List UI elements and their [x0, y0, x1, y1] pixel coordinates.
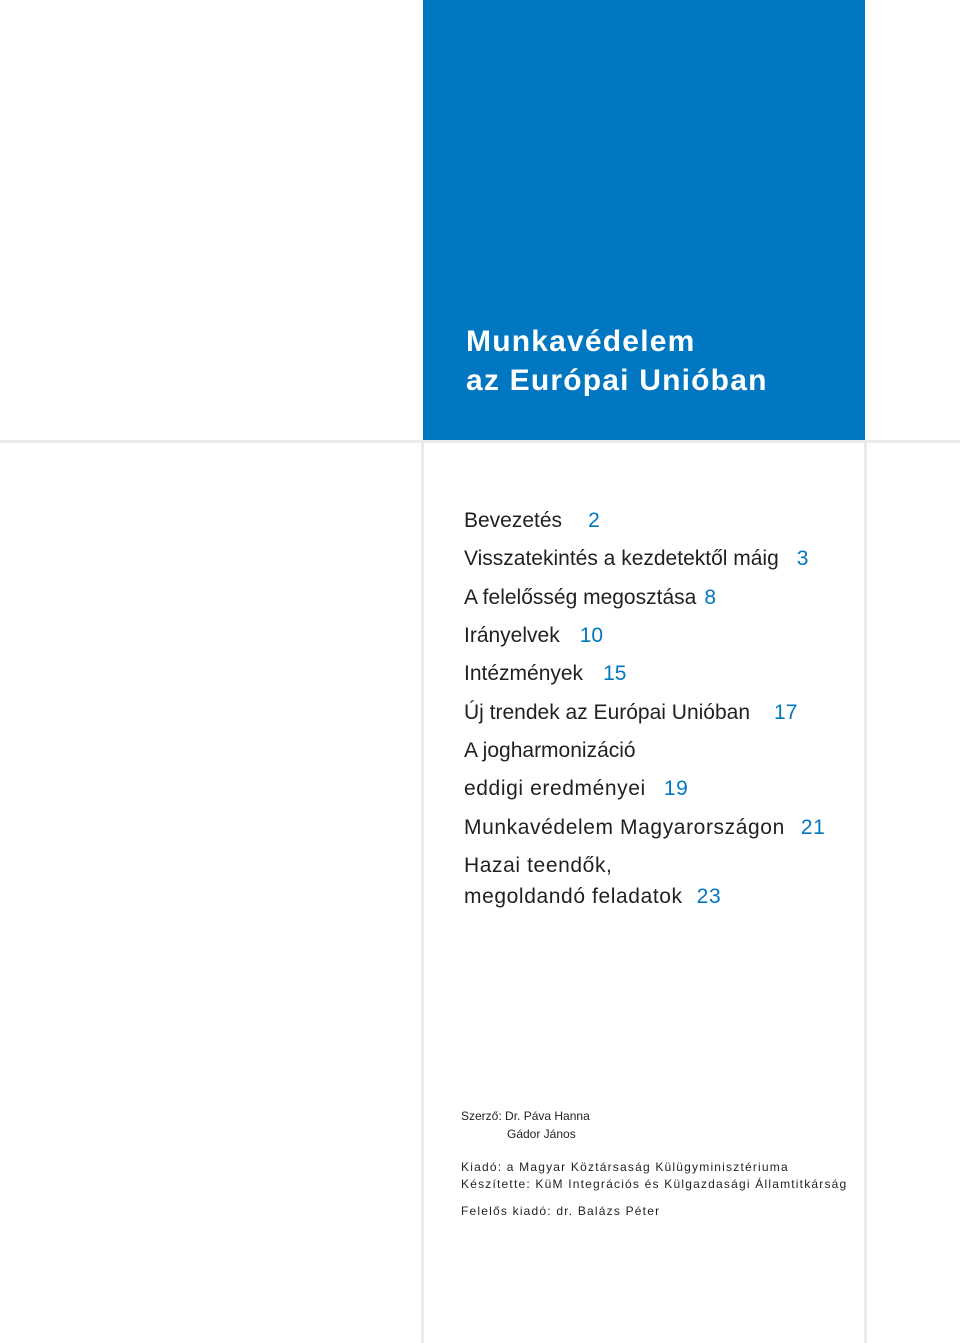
toc-entry-bevezetes[interactable]: [464, 510, 600, 531]
toc-entry-jogharmonizacio[interactable]: [464, 740, 636, 761]
toc-entry-hazai-teendok-line2[interactable]: [464, 886, 721, 907]
toc-entry-label: Munkavédelem Magyarországon: [464, 816, 785, 839]
toc-entry-hazai-teendok[interactable]: [464, 855, 613, 876]
toc-entry-iranyelvek[interactable]: [464, 625, 603, 646]
toc-entry-label: A felelősség megosztása: [464, 586, 697, 609]
toc-entry-label: Bevezetés: [464, 509, 563, 532]
author-label: Szerző:: [461, 1109, 502, 1123]
toc-entry-page: 8: [704, 586, 716, 609]
toc-entry-page: 3: [796, 547, 809, 570]
author-name-2: Gádor János: [507, 1127, 576, 1141]
author-line: [461, 1110, 590, 1122]
toc-entry-feleloseg[interactable]: [464, 587, 716, 608]
toc-entry-page: 21: [800, 816, 826, 839]
toc-entry-jogharmonizacio-line2[interactable]: [464, 778, 688, 799]
toc-entry-label: Visszatekintés a kezdetektől máig: [464, 547, 779, 570]
toc-entry-page: 10: [579, 624, 604, 647]
toc-entry-munkavedelem-magyarorszagon[interactable]: [464, 817, 825, 838]
toc-entry-label: megoldandó feladatok: [464, 885, 683, 908]
toc-entry-page: 19: [663, 777, 689, 800]
toc-entry-visszatekintes[interactable]: [464, 548, 808, 569]
toc-entry-label: Irányelvek: [464, 624, 560, 647]
toc-entry-label: A jogharmonizáció: [464, 739, 636, 762]
vertical-guide-line-right: [864, 440, 867, 1343]
author-name-1: Dr. Páva Hanna: [505, 1109, 590, 1123]
horizontal-guide-line: [0, 440, 960, 443]
toc-entry-intezmenyek[interactable]: [464, 663, 626, 684]
vertical-guide-line-left: [421, 440, 424, 1343]
toc-entry-label: Intézmények: [464, 662, 584, 685]
toc-entry-uj-trendek[interactable]: [464, 702, 797, 723]
title-line-2: az Európai Unióban: [466, 364, 768, 397]
toc-entry-page: 17: [774, 701, 798, 724]
toc-entry-page: 23: [696, 885, 722, 908]
toc-entry-label: Új trendek az Európai Unióban: [464, 701, 751, 724]
publisher-line: Kiadó: a Magyar Köztársaság Külügyminisztériuma: [461, 1160, 789, 1174]
title-block: [423, 0, 865, 440]
toc-entry-label: eddigi eredményei: [464, 777, 646, 800]
responsible-publisher-line: Felelős kiadó: dr. Balázs Péter: [461, 1204, 661, 1218]
toc-entry-page: 15: [603, 662, 627, 685]
toc-entry-label: Hazai teendők,: [464, 854, 613, 877]
made-by-line: Készítette: KüM Integrációs és Külgazdasági Államtitkárság: [461, 1177, 848, 1191]
title-line-1: Munkavédelem: [466, 325, 696, 358]
toc-entry-page: 2: [588, 509, 600, 532]
